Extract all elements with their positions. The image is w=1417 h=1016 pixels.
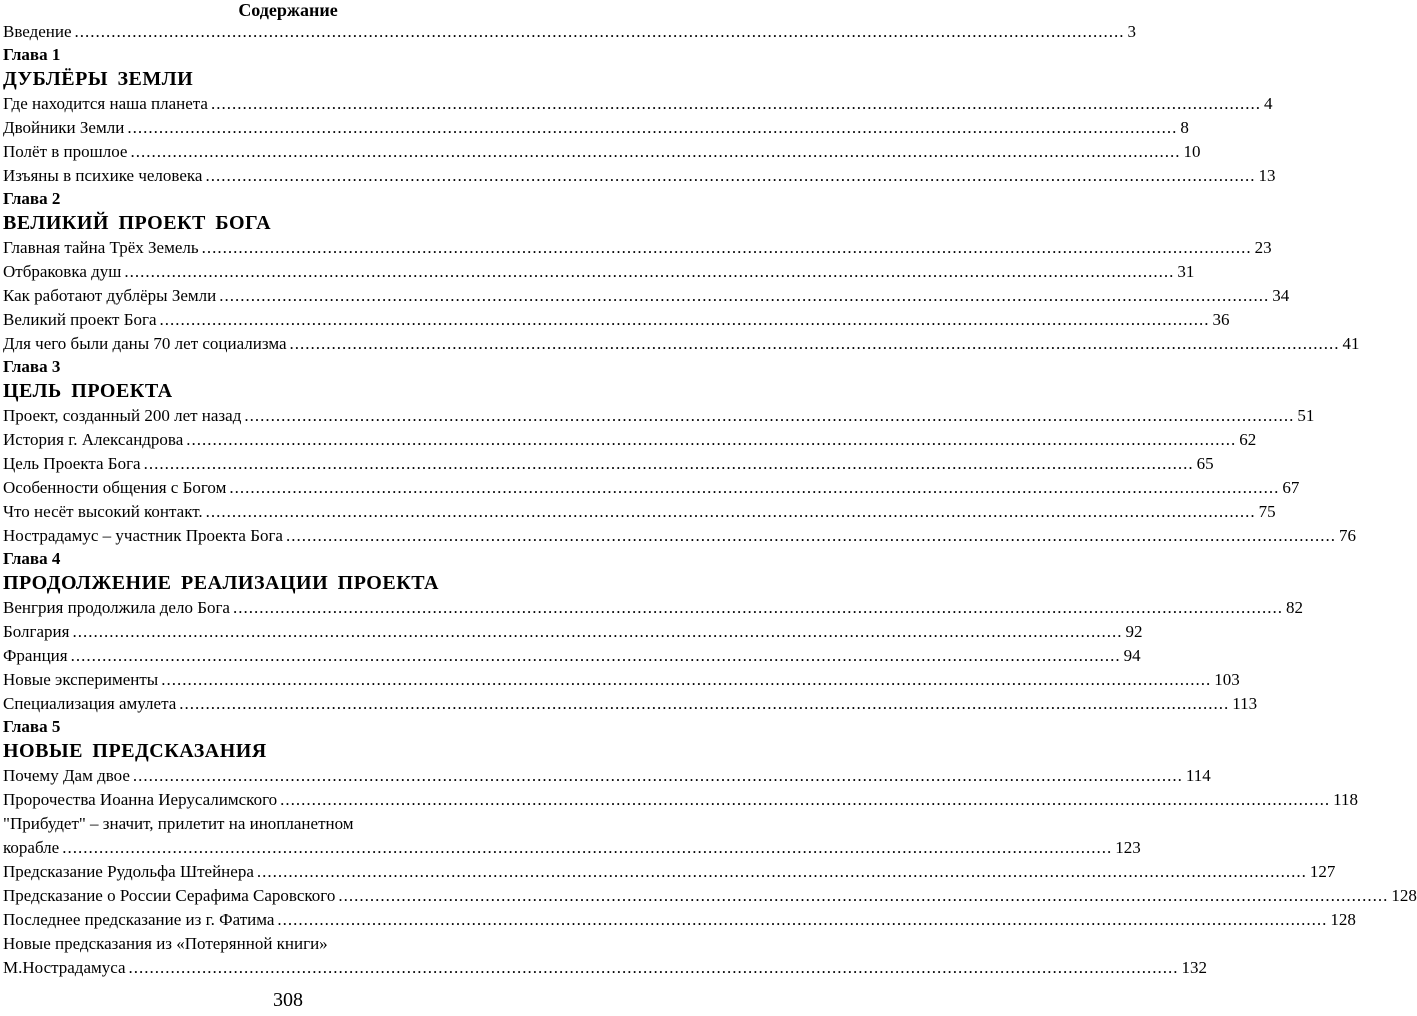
toc-entry-page: 92 <box>1125 622 1143 641</box>
toc-entry <box>3 860 1336 884</box>
toc-entry <box>3 500 1276 524</box>
toc-leader-dots: ........................................................................................................................................................................................................ <box>143 454 1194 473</box>
toc-entry <box>3 140 1201 164</box>
chapter-heading: НОВЫЕ ПРЕДСКАЗАНИЯ <box>3 740 267 762</box>
toc-entry-title: Последнее предсказание из г. Фатима <box>3 910 275 929</box>
toc-entry-page: 51 <box>1297 406 1315 425</box>
toc-entry-page: 3 <box>1127 22 1137 41</box>
toc-entry-title: Цель Проекта Бога <box>3 454 141 473</box>
toc-entry-page: 23 <box>1254 238 1272 257</box>
chapter-heading: ВЕЛИКИЙ ПРОЕКТ БОГА <box>3 212 272 234</box>
toc-leader-dots: ........................................................................................................................................................................................................ <box>219 286 1270 305</box>
toc-entry-title-line: "Прибудет" – значит, прилетит на инопланетном <box>3 814 354 833</box>
toc-entry-page: 75 <box>1258 502 1276 521</box>
toc-leader-dots: ........................................................................................................................................................................................................ <box>232 598 1283 617</box>
toc-entry-page: 36 <box>1212 310 1230 329</box>
toc-entry-title: Изъяны в психике человека <box>3 166 203 185</box>
toc-leader-dots: ........................................................................................................................................................................................................ <box>280 790 1331 809</box>
toc-entry <box>3 92 1273 116</box>
toc-entry <box>3 236 1272 260</box>
toc-leader-dots: ........................................................................................................................................................................................................ <box>338 886 1389 905</box>
toc-entry-title: Полёт в прошлое <box>3 142 128 161</box>
toc-entry-title: Проект, созданный 200 лет назад <box>3 406 242 425</box>
toc-entry <box>3 476 1300 500</box>
toc-leader-dots: ........................................................................................................................................................................................................ <box>127 118 1178 137</box>
chapter-label: Глава 3 <box>3 357 61 376</box>
toc-entry-title: История г. Александрова <box>3 430 184 449</box>
toc-entry <box>3 620 1143 644</box>
toc-entry-title: Отбраковка душ <box>3 262 122 281</box>
chapter-label: Глава 4 <box>3 549 61 568</box>
chapter-heading: ПРОДОЛЖЕНИЕ РЕАЛИЗАЦИИ ПРОЕКТА <box>3 572 439 594</box>
toc-entry <box>3 884 1417 908</box>
toc-leader-dots: ........................................................................................................................................................................................................ <box>277 910 1328 929</box>
toc-entry-page: 82 <box>1285 598 1303 617</box>
toc-entry <box>3 668 1240 692</box>
toc-entry <box>3 692 1258 716</box>
toc-entry-page: 65 <box>1196 454 1214 473</box>
toc-leader-dots: ........................................................................................................................................................................................................ <box>70 646 1121 665</box>
toc-entry-intro <box>3 20 1137 44</box>
toc-entry-title: Почему Дам двое <box>3 766 130 785</box>
toc-title: Содержание <box>238 0 338 20</box>
toc-entry-title: Двойники Земли <box>3 118 125 137</box>
toc-entry-title: Как работают дублёры Земли <box>3 286 217 305</box>
chapter-heading: ДУБЛЁРЫ ЗЕМЛИ <box>3 68 194 90</box>
chapter-label: Глава 2 <box>3 189 61 208</box>
toc-entry-page: 8 <box>1180 118 1189 137</box>
toc-leader-dots: ........................................................................................................................................................................................................ <box>244 406 1295 425</box>
toc-leader-dots: ........................................................................................................................................................................................................ <box>159 310 1210 329</box>
toc-entry-title: Специализация амулета <box>3 694 177 713</box>
toc-entry-title: Где находится наша планета <box>3 94 208 113</box>
toc-entry-page: 128 <box>1391 886 1417 905</box>
toc-entry <box>3 956 1208 980</box>
page-number: 308 <box>273 989 303 1011</box>
toc-entry <box>3 404 1315 428</box>
toc-entry-page: 13 <box>1258 166 1276 185</box>
toc-entry <box>3 788 1358 812</box>
toc-entry-title: Предсказание о России Серафима Саровского <box>3 886 336 905</box>
toc-entry-page: 127 <box>1309 862 1336 881</box>
toc-entry-title: М.Нострадамуса <box>3 958 126 977</box>
toc-leader-dots: ........................................................................................................................................................................................................ <box>128 958 1179 977</box>
toc-entry-title-line: Новые предсказания из «Потерянной книги» <box>3 934 328 953</box>
toc-leader-dots: ........................................................................................................................................................................................................ <box>74 22 1125 41</box>
toc-entry-title: Введение <box>3 22 72 41</box>
toc-entry-title: Предсказание Рудольфа Штейнера <box>3 862 254 881</box>
toc-leader-dots: ........................................................................................................................................................................................................ <box>210 94 1261 113</box>
toc-entry <box>3 260 1195 284</box>
toc-leader-dots: ........................................................................................................................................................................................................ <box>132 766 1183 785</box>
table-of-contents <box>3 20 1417 980</box>
toc-entry-page: 67 <box>1282 478 1300 497</box>
toc-entry-page: 114 <box>1185 766 1211 785</box>
toc-entry-title: Главная тайна Трёх Земель <box>3 238 199 257</box>
toc-entry <box>3 596 1303 620</box>
toc-entry-page: 31 <box>1177 262 1195 281</box>
toc-entry <box>3 836 1141 860</box>
toc-leader-dots: ........................................................................................................................................................................................................ <box>256 862 1307 881</box>
chapter-heading: ЦЕЛЬ ПРОЕКТА <box>3 380 173 402</box>
toc-entry-page: 76 <box>1338 526 1356 545</box>
toc-leader-dots: ........................................................................................................................................................................................................ <box>201 238 1252 257</box>
toc-entry <box>3 284 1290 308</box>
toc-entry-title: корабле <box>3 838 60 857</box>
toc-entry <box>3 908 1356 932</box>
toc-leader-dots: ........................................................................................................................................................................................................ <box>72 622 1123 641</box>
toc-entry-page: 62 <box>1239 430 1257 449</box>
toc-entry-page: 103 <box>1214 670 1240 689</box>
toc-leader-dots: ........................................................................................................................................................................................................ <box>205 502 1256 521</box>
toc-entry-title: Новые эксперименты <box>3 670 159 689</box>
toc-leader-dots: ........................................................................................................................................................................................................ <box>285 526 1336 545</box>
toc-entry-title: Болгария <box>3 622 70 641</box>
toc-leader-dots: ........................................................................................................................................................................................................ <box>186 430 1237 449</box>
toc-entry <box>3 524 1356 548</box>
toc-entry-title: Франция <box>3 646 68 665</box>
toc-entry <box>3 116 1189 140</box>
toc-entry <box>3 164 1276 188</box>
toc-leader-dots: ........................................................................................................................................................................................................ <box>161 670 1212 689</box>
toc-entry-page: 128 <box>1330 910 1356 929</box>
toc-entry-title: Что несёт высокий контакт. <box>3 502 203 521</box>
toc-leader-dots: ........................................................................................................................................................................................................ <box>289 334 1340 353</box>
toc-entry-page: 94 <box>1123 646 1141 665</box>
toc-entry <box>3 764 1211 788</box>
toc-leader-dots: ........................................................................................................................................................................................................ <box>62 838 1113 857</box>
toc-entry-title: Нострадамус – участник Проекта Бога <box>3 526 283 545</box>
chapter-label: Глава 1 <box>3 45 61 64</box>
toc-entry-title: Венгрия продолжила дело Бога <box>3 598 230 617</box>
toc-entry-page: 123 <box>1115 838 1141 857</box>
toc-entry-title: Особенности общения с Богом <box>3 478 227 497</box>
toc-leader-dots: ........................................................................................................................................................................................................ <box>205 166 1256 185</box>
toc-entry-title: Пророчества Иоанна Иерусалимского <box>3 790 278 809</box>
toc-entry-page: 132 <box>1181 958 1208 977</box>
toc-entry <box>3 332 1360 356</box>
toc-entry-page: 113 <box>1232 694 1258 713</box>
toc-leader-dots: ........................................................................................................................................................................................................ <box>229 478 1280 497</box>
toc-entry-page: 4 <box>1263 94 1273 113</box>
toc-entry <box>3 452 1214 476</box>
toc-leader-dots: ........................................................................................................................................................................................................ <box>124 262 1175 281</box>
toc-leader-dots: ........................................................................................................................................................................................................ <box>179 694 1230 713</box>
toc-entry-title: Для чего были даны 70 лет социализма <box>3 334 287 353</box>
toc-entry <box>3 308 1230 332</box>
toc-entry-page: 34 <box>1272 286 1290 305</box>
toc-entry-page: 118 <box>1333 790 1358 809</box>
toc-entry-title: Великий проект Бога <box>3 310 157 329</box>
toc-entry-page: 10 <box>1183 142 1201 161</box>
toc-leader-dots: ........................................................................................................................................................................................................ <box>130 142 1181 161</box>
chapter-label: Глава 5 <box>3 717 61 736</box>
toc-entry-page: 41 <box>1342 334 1360 353</box>
toc-entry <box>3 428 1257 452</box>
toc-entry <box>3 644 1141 668</box>
